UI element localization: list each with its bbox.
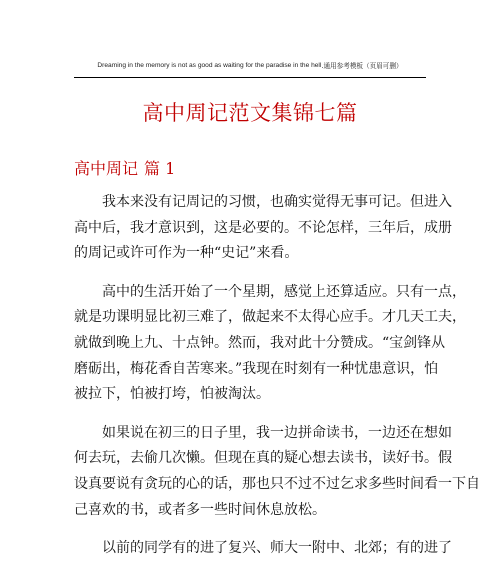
paragraph-line: 高中后，我才意识到，这是必要的。不论怎样，三年后，成册 — [74, 219, 452, 236]
paragraph-1 — [74, 190, 452, 267]
paragraph-line: 被拉下，怕被打垮，怕被淘汰。 — [74, 386, 270, 403]
paragraph-line: 高中的生活开始了一个星期，感觉上还算适应。只有一点， — [102, 283, 466, 300]
page-header — [74, 59, 426, 78]
paragraph-line: 我本来没有记周记的习惯，也确实觉得无事可记。但进入 — [102, 194, 452, 210]
paragraph-line: 就是功课明显比初三难了，做起来不太得心应手。才几天工夫， — [74, 309, 466, 326]
paragraph-line: 设真要说有贪玩的心的话，那也只不过不过乞求多些时间看一下自 — [74, 475, 480, 492]
paragraph-line: 就做到晚上九、十点钟。然而，我对此十分赞成。“宝剑锋从 — [74, 334, 446, 351]
paragraph-4 — [74, 536, 452, 562]
document-title: 高中周记范文集锦七篇 — [142, 101, 358, 125]
paragraph-line: 磨砺出，梅花香自苦寒来。”我现在时刻有一种忧患意识，怕 — [74, 360, 439, 377]
header-english-text: Dreaming in the memory is not as good as waiting for the paradise in the hell — [97, 62, 322, 69]
header-chinese-text: .通用参考模板（页眉可删） — [321, 62, 403, 70]
paragraph-line: 以前的同学有的进了复兴、师大一附中、北郊；有的进了 — [102, 540, 452, 557]
paragraph-3 — [74, 421, 480, 523]
body-text — [74, 190, 480, 575]
section-heading — [74, 158, 175, 180]
paragraph-line: 如果说在初三的日子里，我一边拼命读书，一边还在想如 — [102, 424, 452, 441]
paragraph-2 — [74, 280, 466, 408]
paragraph-line: 何去玩，去偷几次懒。但现在真的疑心想去读书，读好书。假 — [74, 450, 452, 467]
section-number: 篇 1 — [144, 159, 176, 178]
section-label: 高中周记 — [74, 159, 139, 178]
paragraph-line: 的周记或许可作为一种“史记”来看。 — [74, 245, 299, 262]
paragraph-line: 己喜欢的书，或者多一些时间休息放松。 — [74, 501, 326, 518]
